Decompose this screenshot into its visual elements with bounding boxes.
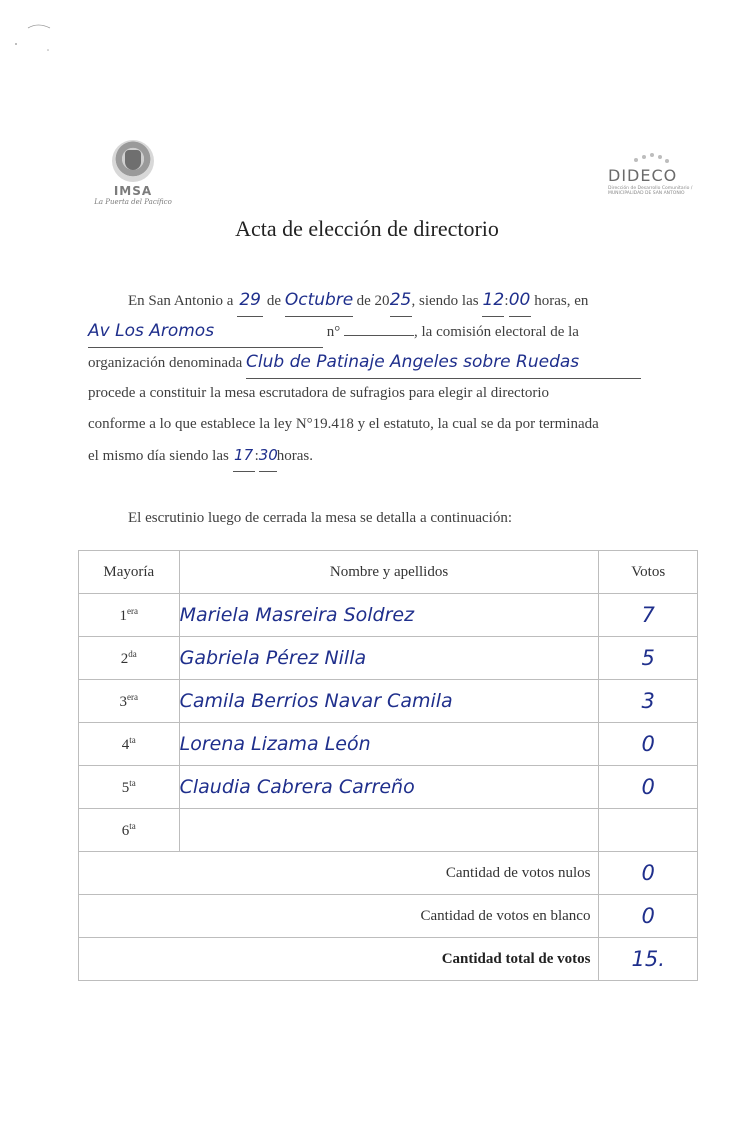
rank-cell xyxy=(79,594,180,637)
text: horas. xyxy=(276,448,313,464)
table-row xyxy=(79,594,698,637)
rank-suffix: era xyxy=(127,691,139,702)
rank: 1 xyxy=(119,607,128,624)
text: En San Antonio a xyxy=(128,293,234,309)
rank-suffix: da xyxy=(128,648,137,659)
imsa-logo-word: IMSA xyxy=(113,184,153,198)
table-row xyxy=(79,809,698,852)
end-minute-field[interactable]: 30 xyxy=(259,440,277,472)
votes-cell[interactable]: 3 xyxy=(599,680,698,723)
organization-field[interactable]: Club de Patinaje Angeles sobre Ruedas xyxy=(246,347,641,379)
table-row xyxy=(79,637,698,680)
total-votes-label: Cantidad total de votos xyxy=(79,938,599,981)
text: , siendo las xyxy=(411,293,479,309)
votes-cell[interactable]: 5 xyxy=(599,637,698,680)
address-field[interactable]: Av Los Aromos xyxy=(88,316,323,348)
name-cell[interactable]: Lorena Lizama León xyxy=(179,723,599,766)
name-cell[interactable]: Mariela Masreira Soldrez xyxy=(179,594,599,637)
name-cell[interactable] xyxy=(179,809,599,852)
results-table xyxy=(78,550,698,981)
rank-cell xyxy=(79,809,180,852)
corner-scribble xyxy=(8,14,68,54)
table-row xyxy=(79,766,698,809)
text: organización denominada xyxy=(88,355,243,371)
rank-cell xyxy=(79,637,180,680)
votes-cell[interactable]: 0 xyxy=(599,723,698,766)
start-minute-field[interactable]: 00 xyxy=(509,285,531,317)
day-field[interactable]: 29 xyxy=(237,285,263,317)
number-field[interactable] xyxy=(344,335,414,336)
blank-votes-label: Cantidad de votos en blanco xyxy=(79,895,599,938)
colon: : xyxy=(254,448,259,464)
dideco-logo-word: DIDECO xyxy=(608,166,678,185)
summary-row-blank xyxy=(79,895,698,938)
month-field[interactable]: Octubre xyxy=(285,285,353,317)
rank: 6 xyxy=(121,822,130,839)
end-hour-field[interactable]: 17 xyxy=(233,440,255,472)
rank: 2 xyxy=(120,650,129,667)
colon: : xyxy=(504,293,509,309)
header-votes: Votos xyxy=(599,551,698,594)
start-hour-field[interactable]: 12 xyxy=(482,285,504,317)
table-row xyxy=(79,680,698,723)
rank-suffix: ta xyxy=(129,777,136,788)
rank: 5 xyxy=(121,779,130,796)
header-majority: Mayoría xyxy=(79,551,180,594)
rank: 4 xyxy=(121,736,130,753)
table-header-row xyxy=(79,551,698,594)
dots-icon xyxy=(634,152,674,162)
document-title: Acta de elección de directorio xyxy=(235,216,499,241)
null-votes-label: Cantidad de votos nulos xyxy=(79,852,599,895)
votes-cell[interactable] xyxy=(599,809,698,852)
rank-cell xyxy=(79,723,180,766)
name-cell[interactable]: Camila Berrios Navar Camila xyxy=(179,680,599,723)
rank-suffix: era xyxy=(127,605,139,616)
rank-cell xyxy=(79,680,180,723)
blank-votes-value[interactable]: 0 xyxy=(599,895,698,938)
text: n° xyxy=(326,324,341,340)
rank-suffix: ta xyxy=(129,734,136,745)
text: de 20 xyxy=(356,293,390,309)
seal-icon xyxy=(112,140,154,182)
votes-cell[interactable]: 0 xyxy=(599,766,698,809)
imsa-logo xyxy=(88,140,178,206)
text: El escrutinio luego de cerrada la mesa se detalla a continuación: xyxy=(128,510,513,526)
header-name: Nombre y apellidos xyxy=(179,551,599,594)
text: horas, en xyxy=(534,293,589,309)
null-votes-value[interactable]: 0 xyxy=(599,852,698,895)
rank: 3 xyxy=(119,693,128,710)
table-row xyxy=(79,723,698,766)
votes-cell[interactable]: 7 xyxy=(599,594,698,637)
dideco-logo-sub: Dirección de Desarrollo Comunitario / MUNICIPALIDAD DE SAN ANTONIO xyxy=(608,186,693,196)
rank-cell xyxy=(79,766,180,809)
name-cell[interactable]: Gabriela Pérez Nilla xyxy=(179,637,599,680)
text: de xyxy=(266,293,282,309)
imsa-tagline: La Puerta del Pacífico xyxy=(94,198,172,206)
summary-row-total xyxy=(79,938,698,981)
total-votes-value[interactable]: 15. xyxy=(599,938,698,981)
summary-row-null xyxy=(79,852,698,895)
name-cell[interactable]: Claudia Cabrera Carreño xyxy=(179,766,599,809)
text: el mismo día siendo las xyxy=(88,448,229,464)
text: conforme a lo que establece la ley N°19.418 y el estatuto, la cual se da por terminada xyxy=(88,416,599,432)
year-field[interactable]: 25 xyxy=(390,285,412,317)
text: procede a constituir la mesa escrutadora de sufragios para elegir al directorio xyxy=(88,385,550,401)
rank-suffix: ta xyxy=(129,820,136,831)
text: , la comisión electoral de la xyxy=(414,324,579,340)
